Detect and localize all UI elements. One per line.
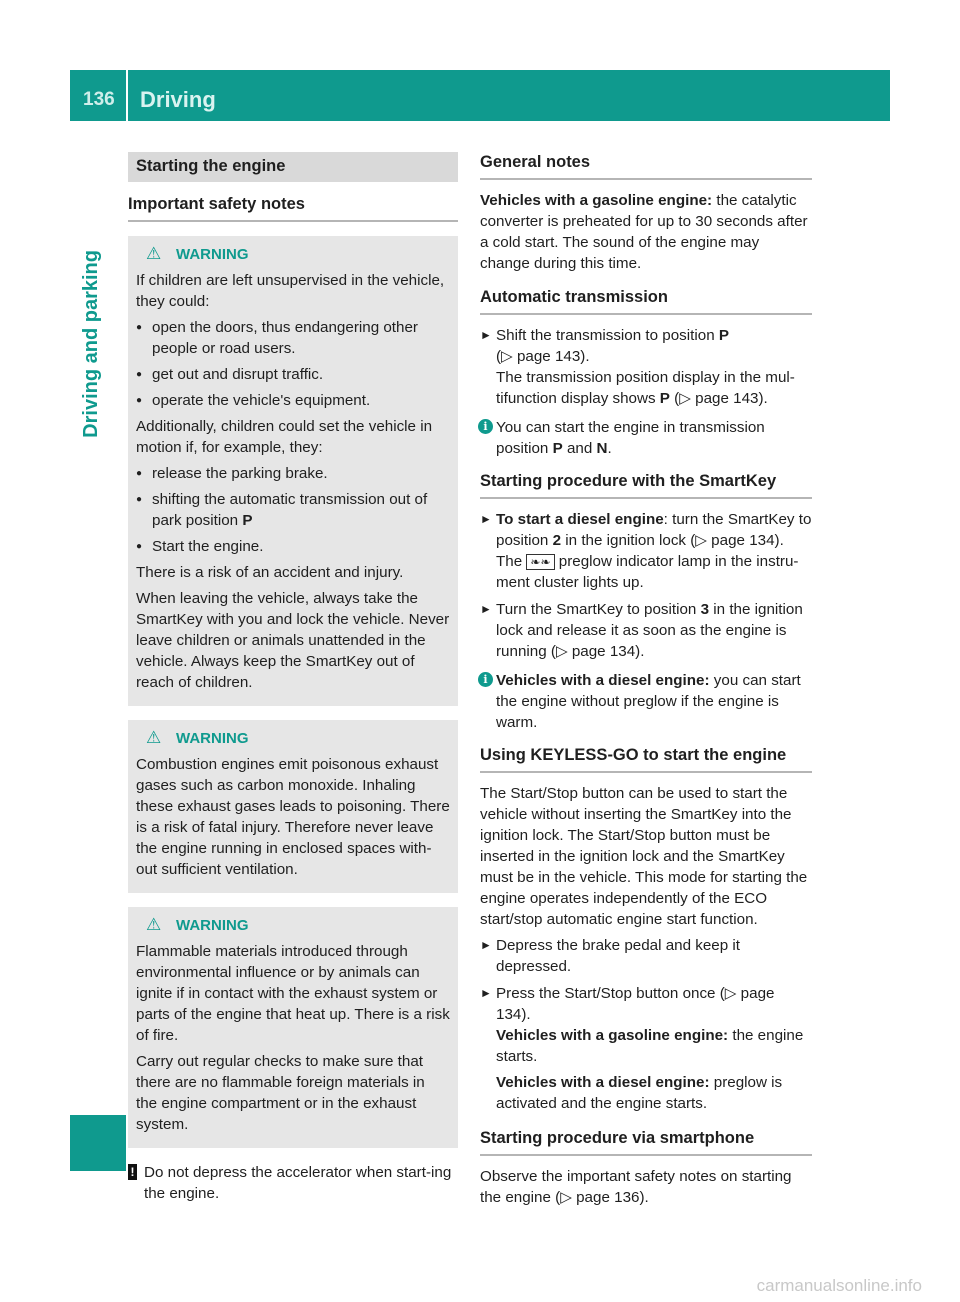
position-3: 3	[700, 601, 710, 618]
heading-smartkey: Starting procedure with the SmartKey	[480, 471, 812, 499]
side-tab-marker	[70, 1115, 126, 1171]
step-item	[480, 599, 812, 662]
step-text: Turn the SmartKey to position	[496, 601, 697, 618]
warning-box-fire	[128, 907, 458, 1148]
header-divider	[126, 70, 128, 121]
warning-header	[136, 244, 450, 265]
warning-text: Flammable materials introduced through environmental influence or by animals can ignite if in contact with the exhaust system or parts of the engine that heat up. There is a risk of fire.	[136, 943, 450, 1044]
step-text: Depress the brake pedal and keep it depressed.	[496, 937, 741, 975]
step-item	[480, 983, 812, 1114]
warning-label: WARNING	[176, 917, 249, 934]
step-arrow-icon: ►	[480, 986, 492, 1000]
keyless-text: The Start/Stop button can be used to start the vehicle without inserting the SmartKey into the ignition lock. The Start/Stop button must be inserted in the ignition lock and the SmartKey must be in the vehicle. This mode for starting the engine operates independently of the ECO start/stop automatic engine start function.	[480, 785, 808, 928]
step-bold: To start a diesel engine	[496, 511, 664, 528]
info-icon: i	[478, 672, 493, 687]
left-column	[128, 152, 458, 1204]
warning-triangle-icon: ⚠	[146, 728, 162, 747]
heading-general-notes: General notes	[480, 152, 812, 180]
info-note	[480, 417, 812, 459]
smartphone-text: Observe the important safety notes on starting the engine (▷ page 136).	[480, 1168, 792, 1206]
warning-header	[136, 915, 450, 936]
general-text	[480, 190, 812, 274]
heading-keyless-go: Using KEYLESS-GO to start the engine	[480, 745, 812, 773]
info-icon: i	[478, 419, 493, 434]
page-number: 136	[83, 89, 115, 110]
warning-text: Carry out regular checks to make sure that there are no flammable foreign materials in the engine compartment or in the exhaust system.	[136, 1053, 425, 1133]
section-title: Starting the engine	[128, 152, 458, 182]
warning-label: WARNING	[176, 246, 249, 263]
step-arrow-icon: ►	[480, 602, 492, 616]
warning-box-children	[128, 236, 458, 706]
list-item-text: shifting the automatic transmission out of park position	[152, 491, 428, 529]
step-text: in the ignition lock (▷ page 134). The	[496, 532, 784, 570]
header-title: Driving	[140, 87, 216, 112]
step-item	[480, 325, 812, 409]
info-text: and	[566, 440, 593, 457]
warning-triangle-icon: ⚠	[146, 244, 162, 263]
notice-text: Do not depress the accelerator when start-ing the engine.	[144, 1164, 452, 1202]
step-item	[480, 935, 812, 977]
warning-triangle-icon: ⚠	[146, 915, 162, 934]
diesel-label: Vehicles with a diesel engine:	[496, 1074, 710, 1091]
step-text: : turn the SmartKey to position	[496, 511, 812, 549]
info-text: .	[607, 440, 612, 457]
position-p: P	[552, 440, 563, 457]
list-item	[136, 489, 450, 531]
list-item: ● operate the vehicle's equipment.	[136, 390, 450, 411]
step-text: Shift the transmission to position	[496, 327, 715, 344]
step-arrow-icon: ►	[480, 512, 492, 526]
position-p: P	[659, 390, 670, 407]
step-arrow-icon: ►	[480, 938, 492, 952]
info-note	[480, 670, 812, 733]
side-tab-label: Driving and parking	[80, 250, 102, 438]
list-item: ● release the parking brake.	[136, 463, 450, 484]
diesel-label: Vehicles with a diesel engine:	[496, 672, 710, 689]
step-text: Press the Start/Stop button once (▷ page 134).	[496, 985, 775, 1023]
warning-box-exhaust	[128, 720, 458, 893]
warning-text: Combustion engines emit poisonous exhaust gases such as carbon monoxide. Inhaling these exhaust gases leads to poisoning. There is a risk of fatal injury. Therefore never leave the engine running in enclosed spaces with-out sufficient ventilation.	[136, 756, 450, 878]
step-item	[480, 509, 812, 593]
warning-risk: There is a risk of an accident and injury.	[136, 564, 404, 581]
info-text: You can start the engine in transmission position	[496, 419, 765, 457]
list-item: ● get out and disrupt traffic.	[136, 364, 450, 385]
heading-smartphone: Starting procedure via smartphone	[480, 1128, 812, 1156]
step-arrow-icon: ►	[480, 328, 492, 342]
watermark: carmanualsonline.info	[756, 1276, 922, 1295]
step-text: the engine starts.	[496, 1027, 804, 1065]
warning-list-2	[136, 463, 450, 557]
warning-intro: If children are left unsupervised in the vehicle, they could:	[136, 272, 445, 310]
position-2: 2	[552, 532, 562, 549]
step-text: preglow is activated and the engine starts.	[496, 1074, 783, 1112]
position-n: N	[596, 440, 608, 457]
general-body: the catalytic converter is preheated for up to 30 seconds after a cold start. The sound of the engine may change during this time.	[480, 192, 808, 272]
info-text: you can start the engine without preglow if the engine is warm.	[496, 672, 801, 731]
step-text: The transmission position display in the mul-tifunction display shows	[496, 369, 795, 407]
subheading-safety: Important safety notes	[128, 194, 458, 222]
warning-label: WARNING	[176, 730, 249, 747]
list-item: ● Start the engine.	[136, 536, 450, 557]
list-item: ● open the doors, thus endangering other people or road users.	[136, 317, 450, 359]
step-text: in the ignition lock and release it as soon as the engine is running (▷ page 134).	[496, 601, 803, 660]
preglow-indicator-icon: ❧❧	[526, 554, 554, 570]
gasoline-label: Vehicles with a gasoline engine:	[496, 1027, 729, 1044]
exclamation-icon: !	[128, 1164, 137, 1180]
heading-automatic-transmission: Automatic transmission	[480, 287, 812, 315]
warning-header	[136, 728, 450, 749]
position-p: P	[242, 512, 253, 529]
right-column	[480, 152, 812, 1213]
warning-advice: When leaving the vehicle, always take the SmartKey with you and lock the vehicle. Never leave children or animals unattended in the vehicle. Always keep the SmartKey out of reach of children.	[136, 590, 450, 691]
gasoline-label: Vehicles with a gasoline engine:	[480, 192, 713, 209]
page-ref[interactable]: (▷ page 143).	[674, 390, 768, 407]
notice	[128, 1162, 458, 1204]
position-p: P	[718, 327, 730, 344]
step-text: preglow indicator lamp in the instru-ment cluster lights up.	[496, 553, 799, 591]
page-ref[interactable]: (▷ page 143).	[496, 348, 590, 365]
warning-middle: Additionally, children could set the vehicle in motion if, for example, they:	[136, 418, 433, 456]
warning-list-1	[136, 317, 450, 411]
